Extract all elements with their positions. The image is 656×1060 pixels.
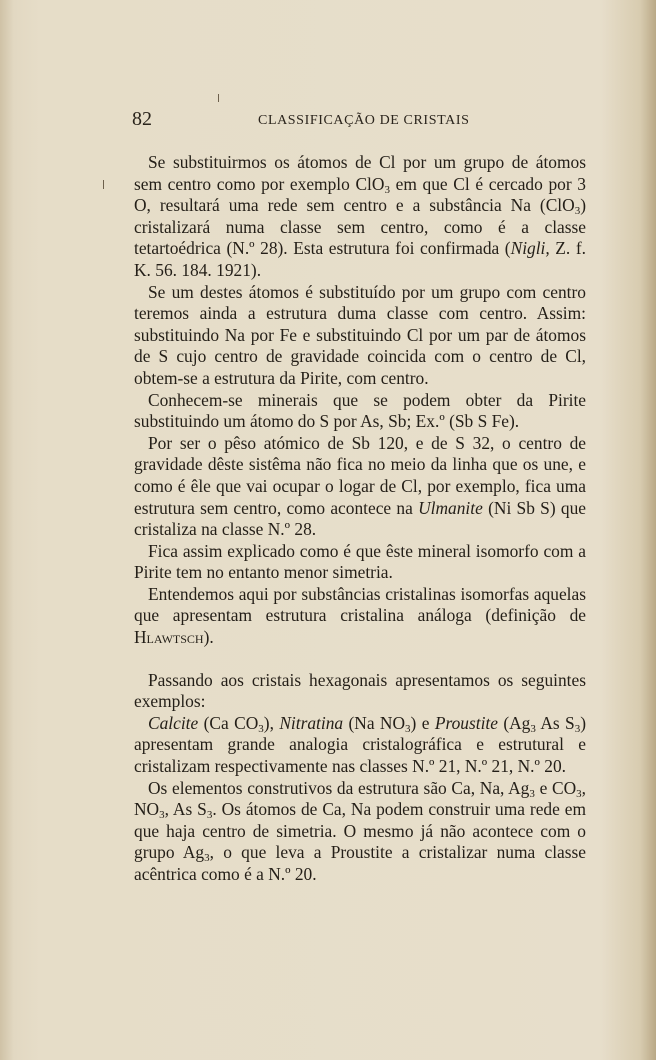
text-run: (Na NO	[343, 712, 406, 733]
italic-term: Nitratina	[279, 712, 344, 733]
subscript: 3	[574, 722, 581, 735]
text-run: ),	[263, 712, 280, 733]
text-run: , As S	[164, 799, 207, 820]
text-run: ).	[203, 627, 214, 648]
text-run: Passando aos cristais hexagonais apresentamos os seguintes exemplos:	[134, 669, 586, 712]
text-run: em que Cl é cercado por 3 O, resultará uma rede sem centro e a substância Na (ClO	[134, 173, 586, 216]
paragraph	[134, 584, 586, 649]
subscript: 3	[258, 722, 264, 735]
italic-term: Calcite	[148, 712, 199, 733]
italic-term: Nigli,	[510, 238, 550, 259]
subscript: 3	[405, 722, 411, 735]
text-run: (Ag	[497, 712, 531, 733]
text-run: Se um destes átomos é substituído por um grupo com centro teremos ainda a estrutura duma classe com centro. Assim: substituindo Na por Fe e substituindo Cl por um par de átomos de S cujo centro de gravidade coincida com o centro de Cl, obtem-se a estrutura da Pirite, com centro.	[134, 281, 586, 388]
paragraph	[134, 152, 586, 282]
author-name: Hlawtsch	[134, 627, 204, 648]
paragraph	[134, 390, 586, 433]
italic-term: Ulmanite	[418, 497, 483, 518]
paragraph	[134, 778, 586, 886]
paragraph	[134, 713, 586, 778]
subscript: 3	[206, 809, 213, 822]
paragraph	[134, 433, 586, 541]
subscript: 3	[576, 787, 582, 800]
subscript: 3	[529, 787, 535, 800]
running-title: CLASSIFICAÇÃO DE CRISTAIS	[258, 113, 470, 128]
subscript: 3	[204, 852, 210, 865]
paragraph	[134, 541, 586, 584]
text-run: ) e	[410, 712, 435, 733]
subscript: 3	[530, 722, 536, 735]
text-run: ) apresentam grande analogia cristalográfica e estrutural e cristalizam respectivamente nas classes N.º 21, N.º 21, N.º 20.	[134, 712, 586, 777]
text-run: Por ser o pêso atómico de Sb 120, e de S 32, o centro de gravidade dêste sistêma não fica no meio da linha que os une, e como é êle que vai ocupar o logar de Cl, por exemplo, fica uma estrutura sem centro, como acontece na	[134, 432, 586, 518]
italic-term: Proustite	[434, 712, 498, 733]
text-run: As S	[535, 712, 575, 733]
text-run: Entendemos aqui por substâncias cristalinas isomorfas aquelas que apresentam estrutura cristalina análoga (definição de	[134, 583, 586, 626]
paragraph	[134, 282, 586, 390]
subscript: 3	[574, 205, 581, 218]
text-run: (Ca CO	[198, 712, 259, 733]
subscript: 3	[159, 809, 165, 822]
text-run: Fica assim explicado como é que êste mineral isomorfo com a Pirite tem no entanto menor simetria.	[134, 540, 586, 583]
text-run: , o que leva a Proustite a cristalizar numa classe acêntrica como é a N.º 20.	[134, 842, 586, 884]
text-run: Se substituirmos os átomos de Cl por um grupo de átomos sem centro como por exemplo ClO	[134, 152, 586, 194]
body-text	[134, 152, 586, 886]
text-run: e CO	[534, 777, 577, 798]
page-number: 82	[132, 108, 152, 130]
text-run: Os elementos construtivos da estrutura são Ca, Na, Ag	[148, 777, 530, 798]
subscript: 3	[384, 183, 390, 196]
margin-mark	[218, 94, 219, 102]
margin-mark	[103, 180, 104, 189]
text-run: . Os átomos de Ca, Na podem construir uma rede em que haja centro de simetria. O mesmo já não acontece com o grupo Ag	[134, 799, 586, 863]
text-run: Z. f. K. 56. 184. 1921).	[134, 238, 586, 280]
page-header	[0, 108, 656, 132]
text-run: (Ni Sb S) que cristaliza na classe N.º 28.	[134, 497, 586, 540]
text-run: , NO	[134, 777, 587, 820]
text-run: Conhecem-se minerais que se podem obter da Pirite substituindo um átomo do S por As, Sb; Ex.º (Sb S Fe).	[134, 389, 586, 432]
text-run: ) cristalizará numa classe sem centro, como é a classe tetartoédrica (N.º 28). Esta estrutura foi confirmada (	[134, 195, 586, 259]
paragraph	[134, 670, 586, 713]
